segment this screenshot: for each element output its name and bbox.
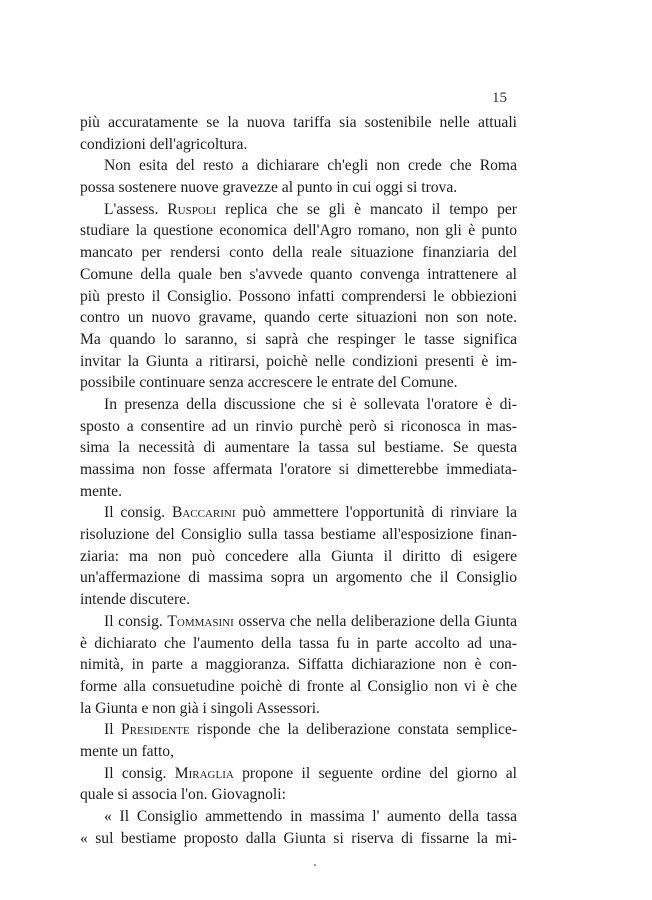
text-line: studiare la questione economica dell'Agro romano, non gli è punto xyxy=(80,222,517,240)
text-line: Il consig. Baccarini può ammettere l'opportunità di rinviare la xyxy=(104,504,517,522)
speaker-name: Tommasini xyxy=(167,612,234,630)
text-line: più presto il Consiglio. Possono infatti comprendersi le obbiezioni xyxy=(80,287,517,305)
text-line: Il consig. Miraglia propone il seguente ordine del giorno al xyxy=(104,764,517,782)
text-line: Non esita del resto a dichiarare ch'egli non crede che Roma xyxy=(104,157,517,175)
text-line: Il consig. Tommasini osserva che nella deliberazione della Giunta xyxy=(104,612,517,630)
text-line: mente. xyxy=(80,482,122,500)
text-line: ziaria: ma non può concedere alla Giunta il diritto di esigere xyxy=(80,547,517,565)
text-line: possibile continuare senza accrescere le entrate del Comune. xyxy=(80,374,458,392)
speaker-name: Presidente xyxy=(121,721,190,739)
text-line: « Il Consiglio ammettendo in massima l' aumento della tassa xyxy=(104,808,517,825)
speaker-name: Ruspoli xyxy=(167,200,217,218)
text-line: è dichiarato che l'aumento della tassa fu in parte accolto ad una- xyxy=(80,634,517,652)
text-line: « sul bestiame proposto dalla Giunta si riserva di fissarne la mi- xyxy=(80,829,517,847)
text-line: forme alla consuetudine poichè di fronte al Consiglio non vi è che xyxy=(80,677,517,695)
body-text xyxy=(80,112,517,849)
text-line: più accuratamente se la nuova tariffa sia sostenibile nelle attuali xyxy=(80,114,517,131)
text-line: invitar la Giunta a ritirarsi, poichè nelle condizioni presenti è im- xyxy=(80,352,517,370)
text-line: contro un nuovo gravame, quando certe situazioni non son note. xyxy=(80,309,517,327)
text-line: sposto a consentire ad un rinvio purchè però si riconosca in mas- xyxy=(80,417,517,435)
text-line: massima non fosse affermata l'oratore si dimetterebbe immediata- xyxy=(80,461,517,478)
text-line: quale si associa l'on. Giovagnoli: xyxy=(80,786,286,804)
page-number: 15 xyxy=(492,90,507,106)
text-line: sima la necessità di aumentare la tassa sul bestiame. Se questa xyxy=(80,439,517,457)
text-line: mente un fatto, xyxy=(80,742,174,760)
text-line: risoluzione del Consiglio sulla tassa bestiame all'esposizione finan- xyxy=(80,526,517,544)
speaker-name: Miraglia xyxy=(174,764,234,782)
text-line: intende discutere. xyxy=(80,591,190,609)
text-line: nimità, in parte a maggioranza. Siffatta dichiarazione non è con- xyxy=(80,656,517,674)
text-line: condizioni dell'agricoltura. xyxy=(80,135,248,153)
text-line: mancato per rendersi conto della reale situazione finanziaria del xyxy=(80,244,517,262)
text-line: In presenza della discussione che si è sollevata l'oratore è di- xyxy=(104,395,517,413)
text-line: un'affermazione di massima sopra un argomento che il Consiglio xyxy=(80,569,517,587)
text-line: Ma quando lo saranno, si saprà che respinger le tasse significa xyxy=(80,330,517,348)
text-line: Il Presidente risponde che la deliberazione constata semplice- xyxy=(104,721,517,739)
speaker-name: Baccarini xyxy=(171,504,236,522)
text-line: possa sostenere nuove gravezze al punto in cui oggi si trova. xyxy=(80,179,458,197)
text-line: la Giunta e non già i singoli Assessori. xyxy=(80,699,320,717)
text-line: Comune della quale ben s'avvede quanto convenga intrattenere al xyxy=(80,265,517,283)
specks xyxy=(314,864,316,866)
text-line: L'assess. Ruspoli replica che se gli è mancato il tempo per xyxy=(104,200,518,218)
